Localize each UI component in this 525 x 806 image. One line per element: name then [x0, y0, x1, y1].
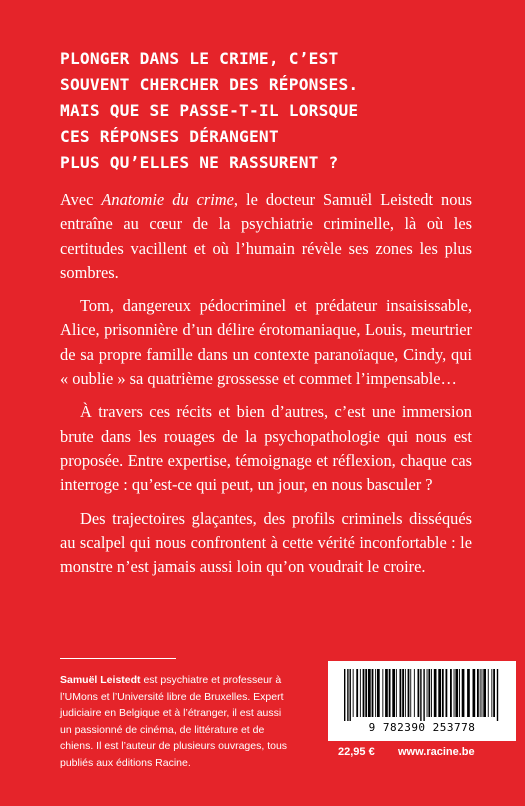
barcode-bar: [459, 669, 460, 717]
price: 22,95 €: [338, 746, 375, 758]
hook-line: PLONGER DANS LE CRIME, C’EST: [60, 49, 339, 68]
barcode-bar: [392, 669, 395, 717]
barcode-bar: [410, 669, 411, 717]
barcode-bar: [434, 669, 437, 717]
blurb-text: , le docteur Samuël Leistedt nous entraîne au cœur de la psychiatrie criminelle, là où les certitudes vacillent et où l’humain révèle ses zones les plus sombres.: [60, 190, 472, 282]
author-bio: [60, 672, 292, 771]
barcode-bar: [446, 669, 448, 717]
hook-line: PLUS QU’ELLES NE RASSURENT ?: [60, 153, 339, 172]
barcode-bar: [363, 669, 365, 717]
hook-line: MAIS QUE SE PASSE-T-IL LORSQUE: [60, 101, 359, 120]
barcode-bar: [353, 669, 354, 717]
barcode-bar: [431, 669, 432, 717]
barcode-bar: [356, 669, 358, 717]
divider: [60, 658, 176, 659]
barcode-bar: [377, 669, 380, 717]
blurb-text: Avec: [60, 190, 102, 209]
barcode-bar: [428, 669, 430, 717]
barcode-bar: [402, 669, 404, 717]
barcode-bar: [396, 669, 397, 717]
barcode-digits: 9 782390 253778: [368, 721, 476, 734]
barcode-bar: [488, 669, 489, 717]
barcode-bar: [480, 669, 481, 717]
barcode-bar: [473, 669, 476, 717]
barcode-bar: [414, 669, 415, 717]
author-bio-text: est psychiatre et professeur à l’UMons et l’Université libre de Bruxelles. Expert judiciaire en Belgique et à l’étranger, il est aussi un passionné de cinéma, de littérature et de chiens. Il est l’auteur de plusieurs ouvrages, tous publiés aux éditions Racine.: [60, 674, 288, 769]
barcode-bar: [389, 669, 391, 717]
barcode-bar: [450, 669, 452, 717]
barcode-bar: [344, 669, 345, 721]
hook-headline: [60, 46, 510, 176]
barcode-bar: [400, 669, 402, 717]
barcode-bar: [408, 669, 410, 717]
barcode-bar: [455, 669, 458, 717]
barcode-bar: [368, 669, 371, 717]
barcode-bar: [497, 669, 498, 721]
barcode-bar: [442, 669, 444, 717]
blurb-paragraph: [60, 188, 472, 285]
barcode-bar: [365, 669, 367, 717]
barcode-bar: [385, 669, 388, 717]
blurb-paragraph: Tom, dangereux pédocriminel et prédateur insaisissable, Alice, prisonnière d’un délire érotomaniaque, Louis, meurtrier de sa propre famille dans un contexte paranoïaque, Cindy, qui « oublie » sa quatrième grossesse et commet l’impensable…: [60, 296, 472, 389]
barcode-bar: [491, 669, 492, 717]
barcode-bar: [454, 669, 455, 717]
blurb-body: [60, 188, 472, 588]
barcode-bar: [405, 669, 406, 717]
barcode-bar: [477, 669, 479, 717]
hook-line: CES RÉPONSES DÉRANGENT: [60, 127, 279, 146]
author-name: Samuël Leistedt: [60, 674, 141, 686]
barcode-bar: [493, 669, 495, 717]
barcode-bar: [482, 669, 483, 717]
barcode-bar: [462, 669, 465, 717]
barcode-bar: [467, 669, 470, 717]
barcode-bar: [420, 669, 421, 721]
barcode-bar: [423, 669, 424, 721]
blurb-paragraph: Des trajectoires glaçantes, des profils criminels disséqués au scalpel qui nous confrontent à cette vérité inconfortable : le monstre n’est jamais aussi loin qu’on voudrait le croire.: [60, 508, 472, 577]
barcode-bar: [418, 669, 420, 717]
barcode-bar: [372, 669, 374, 717]
barcode-bar: [427, 669, 428, 717]
book-title: Anatomie du crime: [101, 190, 234, 209]
barcode-bar: [375, 669, 376, 717]
barcode-bar: [347, 669, 348, 721]
barcode-bar: [350, 669, 351, 721]
isbn-barcode: [328, 661, 516, 741]
barcode-bar: [438, 669, 441, 717]
barcode-bar: [483, 669, 486, 717]
barcode-bar: [360, 669, 361, 717]
website: www.racine.be: [398, 746, 475, 758]
barcode-bar: [382, 669, 383, 717]
hook-line: SOUVENT CHERCHER DES RÉPONSES.: [60, 75, 359, 94]
blurb-paragraph: À travers ces récits et bien d’autres, c’est une immersion brute dans les rouages de la psychopathologie qui nous est proposée. Entre expertise, témoignage et réflexion, chaque cas interroge : qu’est-ce qui peut, un jour, en nous basculer ?: [60, 402, 472, 495]
